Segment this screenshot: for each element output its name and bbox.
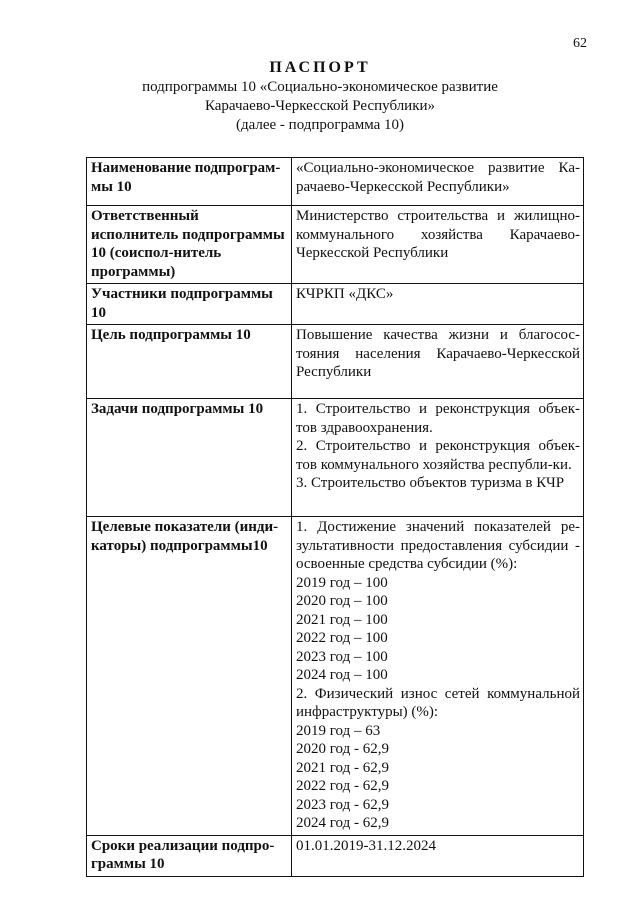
row-label-indicators: Целевые показатели (инди-каторы) подпрограммы10 <box>87 517 292 836</box>
document-heading <box>0 58 640 135</box>
document-title: ПАСПОРТ <box>269 59 371 76</box>
row-label-goal: Цель подпрограммы 10 <box>87 325 292 399</box>
value-line: 2023 год - 62,9 <box>296 796 389 813</box>
table-row <box>87 158 584 206</box>
table-row <box>87 206 584 284</box>
value-line: 2. Строительство и реконструкция объек-тов коммунального хозяйства республи-ки. <box>296 438 580 473</box>
passport-table <box>86 157 584 877</box>
value-line: Повышение качества жизни и благосос-тояния населения Карачаево-Черкесской Республики <box>296 327 580 380</box>
value-line: 01.01.2019-31.12.2024 <box>296 837 436 854</box>
value-line: «Социально-экономическое развитие Ка-рачаево-Черкесской Республики» <box>296 160 580 195</box>
row-value-goal <box>292 325 584 399</box>
row-value-name <box>292 158 584 206</box>
value-line: 2023 год – 100 <box>296 648 388 665</box>
value-line: КЧРКП «ДКС» <box>296 286 394 302</box>
table-row <box>87 517 584 836</box>
value-line: 3. Строительство объектов туризма в КЧР <box>296 475 565 491</box>
table-row <box>87 835 584 876</box>
value-line: Министерство строительства и жилищно-коммунального хозяйства Карачаево-Черкесской Республики <box>296 208 580 261</box>
value-line: 2021 год – 100 <box>296 611 388 628</box>
value-line: 1. Достижение значений показателей ре-зультативности предоставления субсидии - освоенные средства субсидии (%): <box>296 519 580 572</box>
row-value-executor <box>292 206 584 284</box>
value-line: 1. Строительство и реконструкция объек-тов здравоохранения. <box>296 401 580 436</box>
value-line: 2022 год – 100 <box>296 630 388 646</box>
subtitle-line-1: подпрограммы 10 «Социально-экономическое развитие <box>142 79 498 95</box>
value-line: 2019 год – 63 <box>296 722 381 739</box>
value-line: 2024 год – 100 <box>296 667 388 683</box>
subtitle-line-3: (далее - подпрограмма 10) <box>235 117 405 133</box>
row-value-participants <box>292 284 584 325</box>
row-label-executor: Ответственный исполнитель подпрограммы 10 (соиспол-нитель программы) <box>87 206 292 284</box>
value-line: 2022 год - 62,9 <box>296 778 389 794</box>
row-value-indicators <box>292 517 584 836</box>
table-row <box>87 325 584 399</box>
row-label-participants: Участники подпрограммы 10 <box>87 284 292 325</box>
table-row <box>87 284 584 325</box>
subtitle-line-2: Карачаево-Черкесской Республики» <box>204 98 436 114</box>
value-line: 2019 год – 100 <box>296 574 388 591</box>
value-line: 2021 год - 62,9 <box>296 759 389 776</box>
value-line: 2020 год – 100 <box>296 593 388 609</box>
value-line: 2020 год - 62,9 <box>296 741 389 757</box>
value-line: 2024 год - 62,9 <box>296 815 389 831</box>
value-line: 2. Физический износ сетей коммунальной инфраструктуры) (%): <box>296 685 580 720</box>
row-value-period <box>292 835 584 876</box>
row-label-name: Наименование подпрограм-мы 10 <box>87 158 292 206</box>
row-value-tasks <box>292 399 584 517</box>
row-label-tasks: Задачи подпрограммы 10 <box>87 399 292 517</box>
row-label-period: Сроки реализации подпро-граммы 10 <box>87 835 292 876</box>
table-row <box>87 399 584 517</box>
page-number: 62 <box>573 36 587 51</box>
